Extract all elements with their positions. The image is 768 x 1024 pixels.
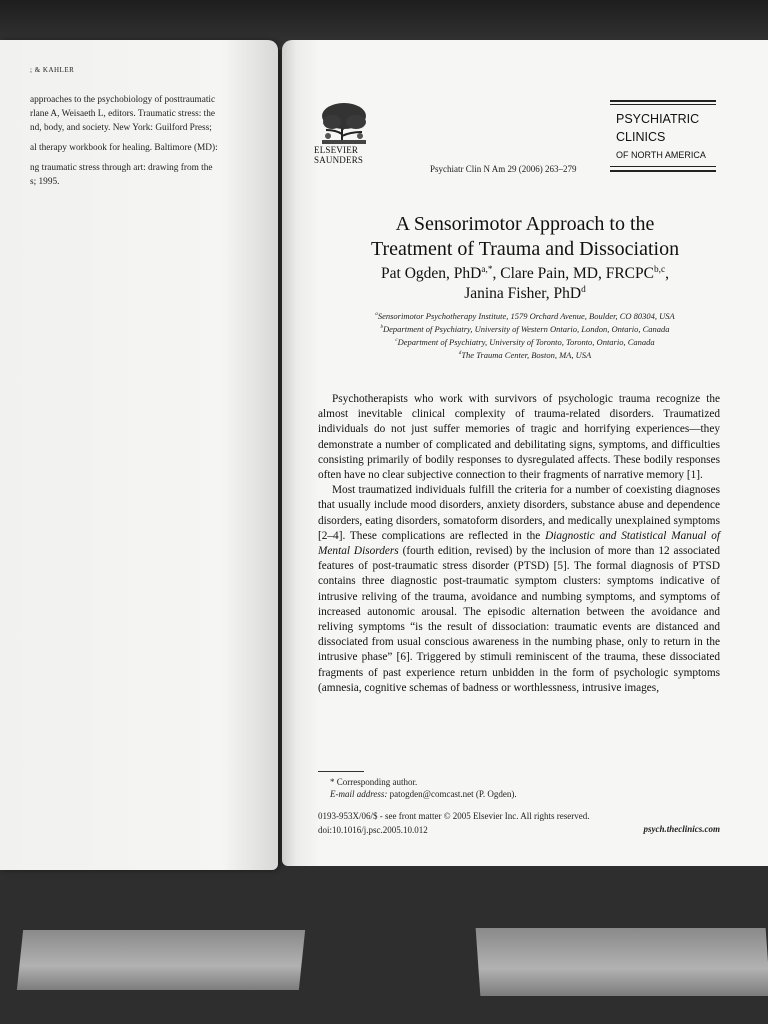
journal-name-line1: PSYCHIATRIC: [616, 112, 700, 126]
masthead-rule-bottom: [610, 170, 716, 172]
article-title-line2: Treatment of Trauma and Dissociation: [370, 238, 680, 260]
authors-line2: [290, 284, 760, 303]
affiliation: [290, 336, 760, 349]
affiliation-text: Department of Psychiatry, University of Western Ontario, London, Ontario, Canada: [382, 324, 670, 334]
publisher-name-line: ELSEVIER: [314, 145, 359, 155]
scanner-glare-right: [476, 928, 768, 996]
author-name: Pat Ogden, PhD: [381, 265, 482, 282]
doi-line: doi:10.1016/j.psc.2005.10.012: [318, 825, 428, 835]
affiliation-mark: b: [380, 324, 383, 331]
left-reference-line: rlane A, Weisaeth L, editors. Traumatic stress: the: [30, 109, 215, 119]
left-reference-line: ng traumatic stress through art: drawing from the: [30, 163, 213, 173]
body-text-run: (fourth edition, revised) by the inclusion of more than 12 associated features of post-traumatic stress disorder (PTSD) [5]. The formal diagnosis of PTSD contains three diagnostic post-traumatic symptom clusters: symptoms indicative of intrusive reliving of the trauma, avoidance and numbing symptoms, and symptoms of increased autonomic arousal. The episodic alternation between the avoidance and reliving symptoms “is the result of dissociation: traumatic events are distanced and dissociated from usual conscious awareness in the numbing phase, only to return in the intrusive phase” [6]. Triggered by stimuli reminiscent of the trauma, these dissociated fragments of past experience return unbidden in the form of psychologic symptoms (amnesia, cognitive schemas of badness or worthlessness, intrusive images,: [318, 545, 720, 694]
left-running-head: ; & KAHLER: [30, 66, 75, 74]
journal-website: psych.theclinics.com: [643, 824, 720, 834]
body-text-italic: Diagnostic and Statistical Manual of Mental Disorders: [318, 529, 720, 558]
masthead-rule-top: [610, 100, 716, 102]
left-reference-line: s; 1995.: [30, 177, 60, 187]
author-affiliation-mark: a,*: [481, 264, 493, 275]
affiliation: [290, 349, 760, 362]
author-affiliation-mark: d: [581, 284, 586, 295]
left-reference-line: nd, body, and society. New York: Guilford Press;: [30, 123, 212, 133]
author-affiliation-mark: b,c: [653, 264, 666, 275]
left-reference-line: approaches to the psychobiology of posttraumatic: [30, 95, 216, 105]
author-name: Janina Fisher, PhD: [464, 285, 582, 302]
left-reference-line: al therapy workbook for healing. Baltimore (MD):: [30, 143, 218, 153]
masthead-rule-bottom-thin: [610, 166, 716, 167]
journal-name-line2: CLINICS: [616, 130, 666, 144]
affiliation-text: Department of Psychiatry, University of Toronto, Toronto, Ontario, Canada: [397, 337, 655, 347]
footnote-rule: [318, 771, 364, 772]
affiliation-mark: a: [375, 311, 378, 318]
journal-name-line3: OF NORTH AMERICA: [616, 150, 706, 160]
email-note: [330, 788, 517, 800]
affiliation-text: Sensorimotor Psychotherapy Institute, 1579 Orchard Avenue, Boulder, CO 80304, USA: [377, 311, 675, 321]
affiliation-mark: d: [458, 350, 462, 357]
journal-citation: Psychiatr Clin N Am 29 (2006) 263–279: [430, 164, 577, 174]
article-body: [318, 392, 720, 696]
corresponding-author-note: * Corresponding author.: [330, 777, 418, 787]
authors-line1: Pat Ogden, PhD$^{a,*}$, Clare Pain, MD, FRCPC$^{b,c}$,: [381, 264, 669, 282]
body-text-run: Most traumatized individuals fulfill the criteria for a number of coexisting diagnoses that usually include mood disorders, anxiety disorders, substance abuse and dependence disorders, eating disorders, somatoform disorders, and medically unexplained symptoms [2–4]. These complications are reflected in the: [318, 484, 720, 542]
affiliation-text: The Trauma Center, Boston, MA, USA: [461, 350, 592, 360]
affiliation-mark: c: [395, 337, 398, 344]
article-title-line1: A Sensorimotor Approach to the: [395, 213, 655, 235]
affiliation: [290, 323, 760, 336]
masthead-rule-top-thin: [610, 104, 716, 105]
publisher-name: [314, 146, 363, 165]
email-label: E-mail address:: [330, 789, 388, 799]
body-paragraph: Psychotherapists who work with survivors of psychologic trauma recognize the almost inevitable clinical complexity of trauma-related disorders. Traumatized individuals do not just suffer memories of tragic and horrifying experiences—they demonstrate a number of complicated and debilitating signs, symptoms, and difficulties consisting primarily of bodily responses to dysregulated affects. These bodily responses often have no clear subjective connection to their fragments of narrative memory [1].: [318, 393, 720, 482]
affiliation: [290, 310, 760, 323]
publisher-name-line: SAUNDERS: [314, 154, 364, 165]
body-paragraph: [318, 483, 720, 696]
author-name: Clare Pain, MD, FRCPC: [500, 265, 654, 282]
scanner-glare-left: [17, 930, 305, 990]
copyright-line: 0193-953X/06/$ - see front matter © 2005 Elsevier Inc. All rights reserved.: [318, 811, 590, 821]
email-value: patogden@comcast.net (P. Ogden).: [387, 789, 517, 799]
